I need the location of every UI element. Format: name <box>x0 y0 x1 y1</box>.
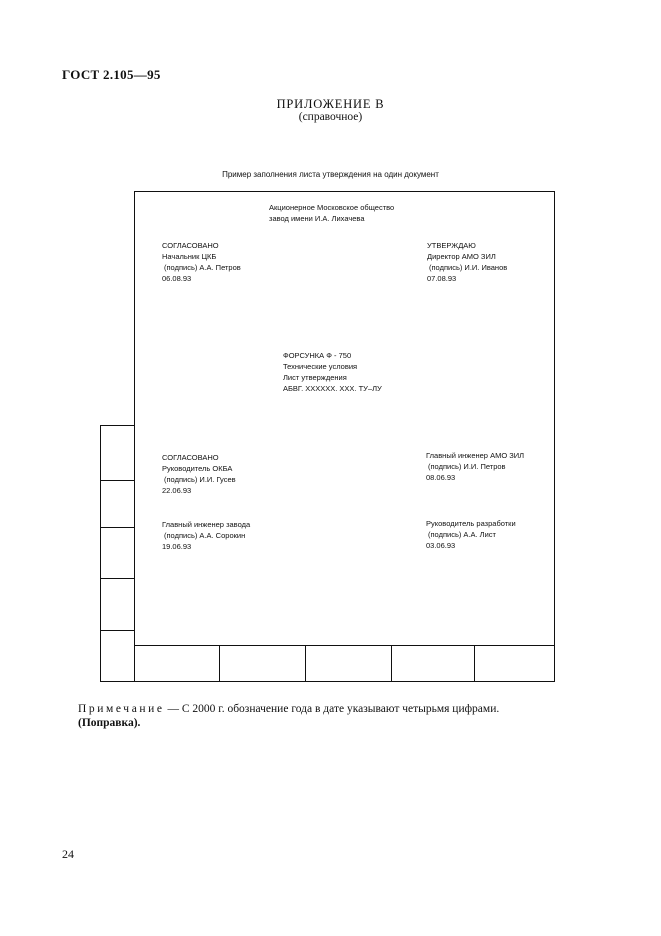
signature-line: (подпись) А.А. Петров <box>164 263 241 272</box>
page-number: 24 <box>62 847 74 861</box>
bottom-stamp-cell <box>392 645 475 681</box>
signer-position: Руководитель разработки <box>426 519 516 528</box>
signature-line: (подпись) И.И. Иванов <box>429 263 508 272</box>
document-block <box>283 350 382 394</box>
signature-date: 07.08.93 <box>427 274 457 283</box>
document-name: ФОРСУНКА Ф - 750 <box>283 351 352 360</box>
document-designation: АБВГ. XXXXXX. XXX. ТУ–ЛУ <box>283 384 382 393</box>
side-stamp-cell <box>101 481 135 528</box>
side-stamp-cell <box>101 426 135 481</box>
bottom-stamp-cell <box>306 645 392 681</box>
note-paragraph <box>78 703 499 715</box>
signature-date: 03.06.93 <box>426 541 456 550</box>
signer-position: Руководитель ОКБА <box>162 464 233 473</box>
signature-date: 06.08.93 <box>162 274 192 283</box>
organization-line: завод имени И.А. Лихачева <box>269 214 365 223</box>
side-stamp-cell <box>101 579 135 631</box>
agreed-block-mid-left <box>162 452 236 496</box>
standard-number: ГОСТ 2.105—95 <box>62 67 161 82</box>
approved-block-top-right <box>427 240 507 284</box>
sheet-type: Лист утверждения <box>283 373 347 382</box>
side-stamp-cell <box>101 528 135 579</box>
signer-position: Начальник ЦКБ <box>162 252 217 261</box>
signature-line: (подпись) И.И. Гусев <box>164 475 236 484</box>
signature-line: (подпись) И.И. Петров <box>428 462 506 471</box>
side-stamp-column <box>100 425 135 682</box>
bottom-stamp-row <box>134 645 555 682</box>
bottom-stamp-cell <box>220 645 306 681</box>
signature-date: 19.06.93 <box>162 542 192 551</box>
signature-date: 22.06.93 <box>162 486 192 495</box>
document-type: Технические условия <box>283 362 358 371</box>
signer-position: Главный инженер завода <box>162 520 251 529</box>
signature-line: (подпись) А.А. Лист <box>428 530 496 539</box>
organization-block <box>269 202 394 224</box>
note-correction: (Поправка). <box>78 717 141 729</box>
approved-heading: УТВЕРЖДАЮ <box>427 241 476 250</box>
bottom-stamp-cell <box>475 645 555 681</box>
appendix-subtitle: (справочное) <box>298 111 363 123</box>
agreed-heading: СОГЛАСОВАНО <box>162 453 219 462</box>
appendix-title: ПРИЛОЖЕНИЕ В <box>276 97 385 111</box>
signature-block-bottom-left <box>162 519 250 552</box>
signature-block-mid-right <box>426 450 524 483</box>
side-stamp-cell <box>101 631 135 682</box>
organization-line: Акционерное Московское общество <box>269 203 395 212</box>
form-caption: Пример заполнения листа утверждения на один документ <box>222 170 439 179</box>
agreed-heading: СОГЛАСОВАНО <box>162 241 219 250</box>
agreed-block-top-left <box>162 240 241 284</box>
note-text: — С 2000 г. обозначение года в дате указывают четырьмя цифрами. <box>164 703 500 715</box>
signature-block-bottom-right <box>426 518 516 551</box>
signature-date: 08.06.93 <box>426 473 456 482</box>
note-label: Примечание <box>78 703 165 715</box>
signature-line: (подпись) А.А. Сорокин <box>164 531 246 540</box>
signer-position: Главный инженер АМО ЗИЛ <box>426 451 525 460</box>
signer-position: Директор АМО ЗИЛ <box>427 252 496 261</box>
bottom-stamp-cell <box>135 645 220 681</box>
